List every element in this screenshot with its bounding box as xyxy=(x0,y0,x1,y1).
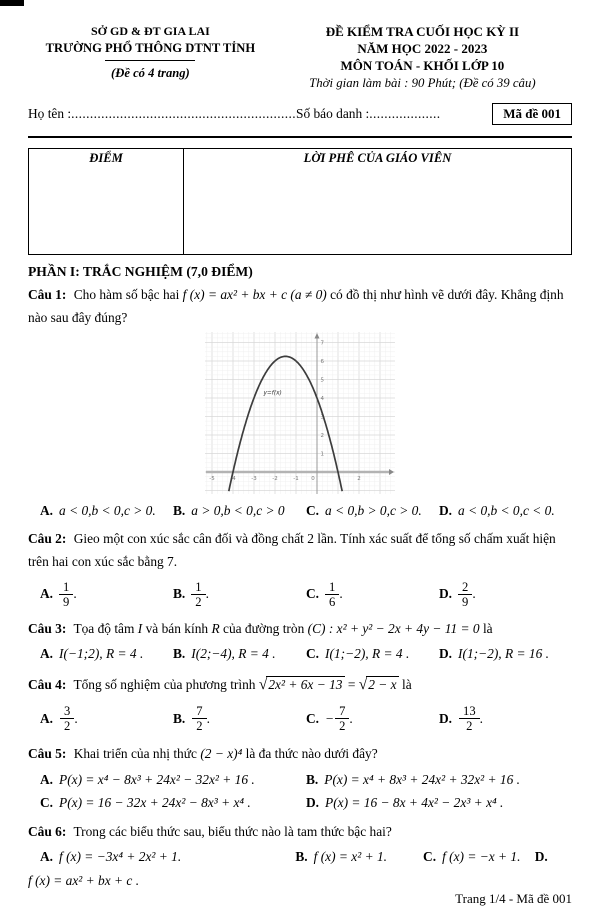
radical-expression-right xyxy=(359,677,399,692)
question-5-stem xyxy=(28,743,572,766)
q5-option-d xyxy=(306,791,572,814)
question-3-math: (C) : x² + y² − 2x + 4y − 11 = 0 xyxy=(307,621,480,637)
option-text: I(1;−2), R = 16 . xyxy=(458,646,549,662)
q4-option-a xyxy=(40,704,173,734)
question-4-outro: là xyxy=(401,676,412,692)
header-title-block xyxy=(273,24,572,92)
fraction-numerator: 7 xyxy=(335,704,349,719)
fraction-denominator: 9 xyxy=(462,594,469,609)
radicand: 2x² + 6x − 13 xyxy=(268,676,343,692)
option-letter: C. xyxy=(40,795,54,811)
svg-text:2: 2 xyxy=(320,432,324,439)
option-letter: A. xyxy=(40,646,54,662)
grade-cell: ĐIỂM xyxy=(29,148,184,254)
option-letter: D. xyxy=(439,502,453,518)
q1-graph xyxy=(28,332,572,498)
option-suffix: . xyxy=(206,710,210,726)
option-letter: B. xyxy=(173,502,186,518)
svg-text:1: 1 xyxy=(320,451,324,457)
option-text: I(−1;2), R = 4 . xyxy=(59,646,144,662)
option-suffix: . xyxy=(339,586,343,602)
q2-option-b xyxy=(173,580,306,610)
option-letter: C. xyxy=(423,849,437,865)
question-3-mid2: của đường tròn xyxy=(223,621,305,637)
option-text: f (x) = x² + 1. xyxy=(313,849,388,865)
q4-option-b xyxy=(173,704,306,734)
svg-text:-3: -3 xyxy=(251,475,257,482)
header xyxy=(28,24,572,92)
option-letter: B. xyxy=(306,771,319,787)
q1-option-d xyxy=(439,500,572,521)
question-5 xyxy=(28,739,572,818)
q6-option-d-letter xyxy=(535,846,572,867)
option-letter: A. xyxy=(40,771,54,787)
exam-code-box: Mã đề 001 xyxy=(492,103,572,125)
fraction xyxy=(60,704,74,734)
fraction xyxy=(335,704,349,734)
q2-option-c xyxy=(306,580,439,610)
svg-text:-5: -5 xyxy=(209,475,215,482)
option-letter: C. xyxy=(306,710,320,726)
option-text: P(x) = x⁴ − 8x³ + 24x² − 32x² + 16 . xyxy=(59,771,255,787)
question-3-label: Câu 3: xyxy=(28,621,67,637)
parabola-svg xyxy=(205,332,395,494)
svg-text:5: 5 xyxy=(320,377,324,383)
question-3-intro: Tọa độ tâm xyxy=(73,621,135,637)
radical-sign: √ xyxy=(358,675,368,693)
fraction-numerator: 13 xyxy=(459,704,480,719)
variable-R: R xyxy=(211,621,220,637)
option-suffix: . xyxy=(479,710,483,726)
fraction-denominator: 2 xyxy=(339,719,346,734)
q6-option-b xyxy=(295,846,423,867)
fraction xyxy=(59,580,73,610)
question-2-options xyxy=(28,580,572,610)
svg-text:0: 0 xyxy=(311,475,315,482)
fraction xyxy=(458,580,472,610)
q6-option-c xyxy=(423,846,535,867)
option-text: P(x) = 16 − 32x + 24x² − 8x³ + x⁴ . xyxy=(59,795,251,811)
svg-text:4: 4 xyxy=(320,395,324,402)
option-suffix: . xyxy=(74,710,78,726)
question-3-options xyxy=(28,643,572,664)
question-1-stem xyxy=(28,284,572,330)
option-text: I(2;−4), R = 4 . xyxy=(191,646,276,662)
fraction-denominator: 2 xyxy=(195,594,202,609)
svg-text:-2: -2 xyxy=(272,475,278,482)
option-letter: C. xyxy=(306,502,320,518)
question-3 xyxy=(28,614,572,667)
question-1-label: Câu 1: xyxy=(28,286,67,302)
name-dotted-line: ............................................................ xyxy=(71,105,296,121)
radicand: 2 − x xyxy=(368,676,397,692)
option-letter: A. xyxy=(40,502,54,518)
q4-option-c xyxy=(306,704,439,734)
option-letter: B. xyxy=(173,586,186,602)
horizontal-rule xyxy=(28,136,572,138)
option-letter: D. xyxy=(306,795,320,811)
question-5-intro: Khai triển của nhị thức xyxy=(73,745,197,761)
option-text: P(x) = x⁴ + 8x³ + 24x² + 32x² + 16 . xyxy=(324,771,521,787)
question-4-intro: Tổng số nghiệm của phương trình xyxy=(73,676,256,692)
radical-sign: √ xyxy=(258,675,268,693)
question-4-label: Câu 4: xyxy=(28,676,67,692)
candidate-number-dotted-line: ................... xyxy=(369,105,441,121)
option-suffix: . xyxy=(349,710,353,726)
subject-grade: MÔN TOÁN - KHỐI LỚP 10 xyxy=(340,57,505,73)
fraction-numerator: 1 xyxy=(191,580,205,595)
fraction-denominator: 2 xyxy=(64,719,71,734)
name-label: Họ tên : xyxy=(28,105,72,121)
fraction-denominator: 2 xyxy=(466,719,473,734)
part1-heading: PHẦN I: TRẮC NGHIỆM (7,0 ĐIỂM) xyxy=(28,263,253,279)
fraction-numerator: 7 xyxy=(192,704,206,719)
question-2-label: Câu 2: xyxy=(28,530,67,546)
option-text: a > 0,b < 0,c > 0 xyxy=(191,502,285,518)
option-text: a < 0,b < 0,c > 0. xyxy=(59,502,156,518)
q2-option-a xyxy=(40,580,173,610)
question-1-options xyxy=(28,500,572,521)
q5-option-a xyxy=(40,768,306,791)
option-letter: A. xyxy=(40,710,54,726)
question-5-options xyxy=(28,768,572,815)
header-school-block xyxy=(28,24,273,92)
q2-option-d xyxy=(439,580,572,610)
fraction xyxy=(459,704,480,734)
q3-option-d xyxy=(439,643,572,664)
department-name: SỞ GD & ĐT GIA LAI xyxy=(90,24,210,38)
svg-text:6: 6 xyxy=(320,358,324,365)
grade-table-row xyxy=(29,148,572,254)
option-letter: D. xyxy=(439,586,453,602)
page-count-note: (Đề có 4 trang) xyxy=(111,65,190,80)
school-name: TRƯỜNG PHỔ THÔNG DTNT TỈNH xyxy=(45,40,256,55)
question-4-options xyxy=(28,704,572,734)
question-2-stem xyxy=(28,528,572,574)
question-6-text: Trong các biểu thức sau, biểu thức nào là tam thức bậc hai? xyxy=(73,824,392,840)
svg-text:2: 2 xyxy=(357,475,361,482)
fraction-numerator: 2 xyxy=(458,580,472,595)
question-3-stem xyxy=(28,618,572,641)
question-5-math: (2 − x)⁴ xyxy=(200,745,243,761)
option-text: a < 0,b < 0,c < 0. xyxy=(458,502,555,518)
option-suffix: . xyxy=(472,586,476,602)
question-1-intro: Cho hàm số bậc hai xyxy=(73,286,180,302)
question-4 xyxy=(28,668,572,739)
option-letter: B. xyxy=(295,849,308,865)
q3-option-c xyxy=(306,643,439,664)
question-1-outro: có đồ thị như hình vẽ dưới đây. Khẳng định nào sau đây đúng? xyxy=(28,286,564,325)
fraction-denominator: 9 xyxy=(63,594,70,609)
q1-option-c xyxy=(306,500,439,521)
question-3-outro: là xyxy=(482,621,493,637)
scan-artifact xyxy=(0,0,24,6)
exam-title: ĐỀ KIỂM TRA CUỐI HỌC KỲ II xyxy=(325,24,520,39)
q5-option-b xyxy=(306,768,572,791)
fraction xyxy=(191,580,205,610)
question-6-options xyxy=(28,846,572,867)
q6-option-a xyxy=(40,846,295,867)
q1-option-a xyxy=(40,500,173,521)
candidate-number-label: Số báo danh : xyxy=(296,105,370,121)
svg-text:-1: -1 xyxy=(293,475,299,482)
duration-note: Thời gian làm bài : 90 Phút; (Đề có 39 câu) xyxy=(309,75,536,90)
variable-I: I xyxy=(137,621,143,637)
question-1-math: f (x) = ax² + bx + c (a ≠ 0) xyxy=(182,286,327,302)
fraction-numerator: 3 xyxy=(60,704,74,719)
school-year: NĂM HỌC 2022 - 2023 xyxy=(357,40,488,56)
svg-text:-4: -4 xyxy=(230,475,236,482)
grade-table xyxy=(28,148,572,255)
question-5-label: Câu 5: xyxy=(28,745,67,761)
question-6-stem xyxy=(28,821,572,844)
option-letter: B. xyxy=(173,646,186,662)
question-6 xyxy=(28,817,572,891)
q6-option-d-text: f (x) = ax² + bx + c . xyxy=(28,872,140,888)
fraction-numerator: 1 xyxy=(325,580,339,595)
fraction xyxy=(325,580,339,610)
option-letter: A. xyxy=(40,849,54,865)
option-letter: B. xyxy=(173,710,186,726)
name-row xyxy=(28,103,572,125)
option-suffix: . xyxy=(205,586,209,602)
q3-option-b xyxy=(173,643,306,664)
q3-option-a xyxy=(40,643,173,664)
option-prefix: − xyxy=(325,710,335,726)
question-2-text: Gieo một con xúc sắc cân đối và đồng chất 2 lần. Tính xác suất để tổng số chấm xuất hiện trên hai con xúc sắc bằng 7. xyxy=(28,530,556,569)
equals-sign: = xyxy=(347,676,356,692)
option-letter: D. xyxy=(439,646,453,662)
teacher-remark-cell: LỜI PHÊ CỦA GIÁO VIÊN xyxy=(184,148,572,254)
option-text: f (x) = −3x⁴ + 2x² + 1. xyxy=(59,849,182,865)
question-3-mid1: và bán kính xyxy=(145,621,209,637)
svg-text:7: 7 xyxy=(320,340,324,346)
question-5-outro: là đa thức nào dưới đây? xyxy=(245,745,378,761)
option-text: a < 0,b > 0,c > 0. xyxy=(325,502,422,518)
page-footer: Trang 1/4 - Mã đề 001 xyxy=(455,891,572,907)
option-letter: C. xyxy=(306,646,320,662)
question-2 xyxy=(28,524,572,615)
option-text: f (x) = −x + 1. xyxy=(442,849,521,865)
question-6-label: Câu 6: xyxy=(28,824,67,840)
option-letter: D. xyxy=(439,710,453,726)
svg-text:y=f(x): y=f(x) xyxy=(263,389,282,396)
header-divider-line xyxy=(105,60,195,61)
option-text: I(1;−2), R = 4 . xyxy=(325,646,410,662)
fraction-denominator: 6 xyxy=(329,594,336,609)
q1-option-b xyxy=(173,500,306,521)
q4-option-d xyxy=(439,704,572,734)
svg-text:3: 3 xyxy=(320,414,324,420)
fraction-denominator: 2 xyxy=(196,719,203,734)
fraction xyxy=(192,704,206,734)
fraction-numerator: 1 xyxy=(59,580,73,595)
radical-expression-left xyxy=(259,677,345,692)
question-1 xyxy=(28,280,572,524)
option-letter: D. xyxy=(534,849,548,865)
option-letter: C. xyxy=(306,586,320,602)
option-suffix: . xyxy=(73,586,77,602)
q5-option-c xyxy=(40,791,306,814)
option-text: P(x) = 16 − 8x + 4x² − 2x³ + x⁴ . xyxy=(325,795,504,811)
option-letter: A. xyxy=(40,586,54,602)
question-4-stem xyxy=(28,672,572,698)
